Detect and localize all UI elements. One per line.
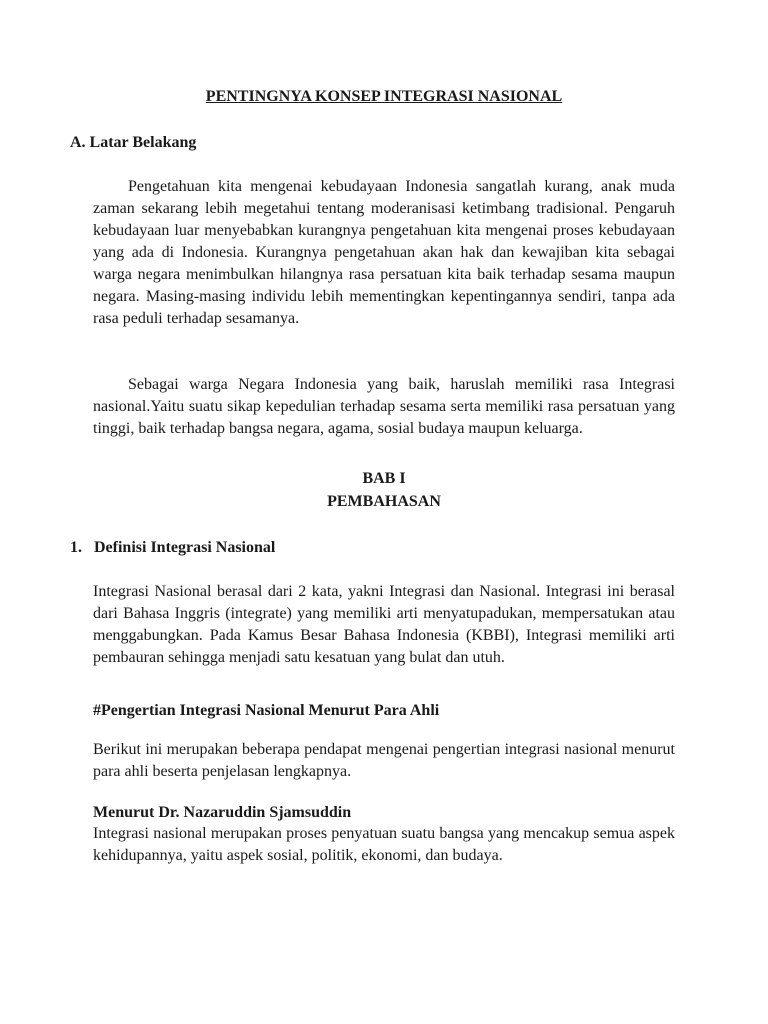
- chapter-number: BAB I: [362, 470, 406, 487]
- chapter-title: PEMBAHASAN: [327, 493, 441, 510]
- section-a-paragraph-1: Pengetahuan kita mengenai kebudayaan Indonesia sangatlah kurang, anak muda zaman sekarang lebih megetahui tentang moderanisasi ketimbang tradisional. Pengaruh kebudayaan luar menyebabkan kurangnya pengetahuan kita mengenai proses kebudayaan yang ada di Indonesia. Kurangnya pengetahuan akan hak dan kewajiban kita sebagai warga negara menimbulkan hilangnya rasa persatuan kita baik terhadap sesama maupun negara. Masing-masing individu lebih mementingkan kepentingannya sendiri, tanpa ada rasa peduli terhadap sesamanya.: [93, 178, 675, 327]
- section-1-heading: 1. Definisi Integrasi Nasional: [70, 539, 276, 556]
- section-1-paragraph: Integrasi Nasional berasal dari 2 kata, yakni Integrasi dan Nasional. Integrasi ini berasal dari Bahasa Inggris (integrate) yang memiliki arti menyatupadukan, mempersatukan atau menggabungkan. Pada Kamus Besar Bahasa Indonesia (KBBI), Integrasi memiliki arti pembauran sehingga menjadi satu kesatuan yang bulat dan utuh.: [93, 583, 675, 666]
- experts-heading: #Pengertian Integrasi Nasional Menurut Para Ahli: [93, 702, 440, 719]
- experts-intro: Berikut ini merupakan beberapa pendapat mengenai pengertian integrasi nasional menurut para ahli beserta penjelasan lengkapnya.: [93, 741, 675, 780]
- document-title: PENTINGNYA KONSEP INTEGRASI NASIONAL: [205, 88, 563, 105]
- section-a-paragraph-2: Sebagai warga Negara Indonesia yang baik, haruslah memiliki rasa Integrasi nasional.Yaitu suatu sikap kepedulian terhadap sesama serta memiliki rasa persatuan yang tinggi, baik terhadap bangsa negara, agama, sosial budaya maupun keluarga.: [93, 376, 675, 437]
- section-a-heading: A. Latar Belakang: [70, 134, 197, 151]
- expert-1-name: Menurut Dr. Nazaruddin Sjamsuddin: [93, 804, 352, 821]
- expert-1-text: Integrasi nasional merupakan proses penyatuan suatu bangsa yang mencakup semua aspek kehidupannya, yaitu aspek sosial, politik, ekonomi, dan budaya.: [93, 825, 675, 864]
